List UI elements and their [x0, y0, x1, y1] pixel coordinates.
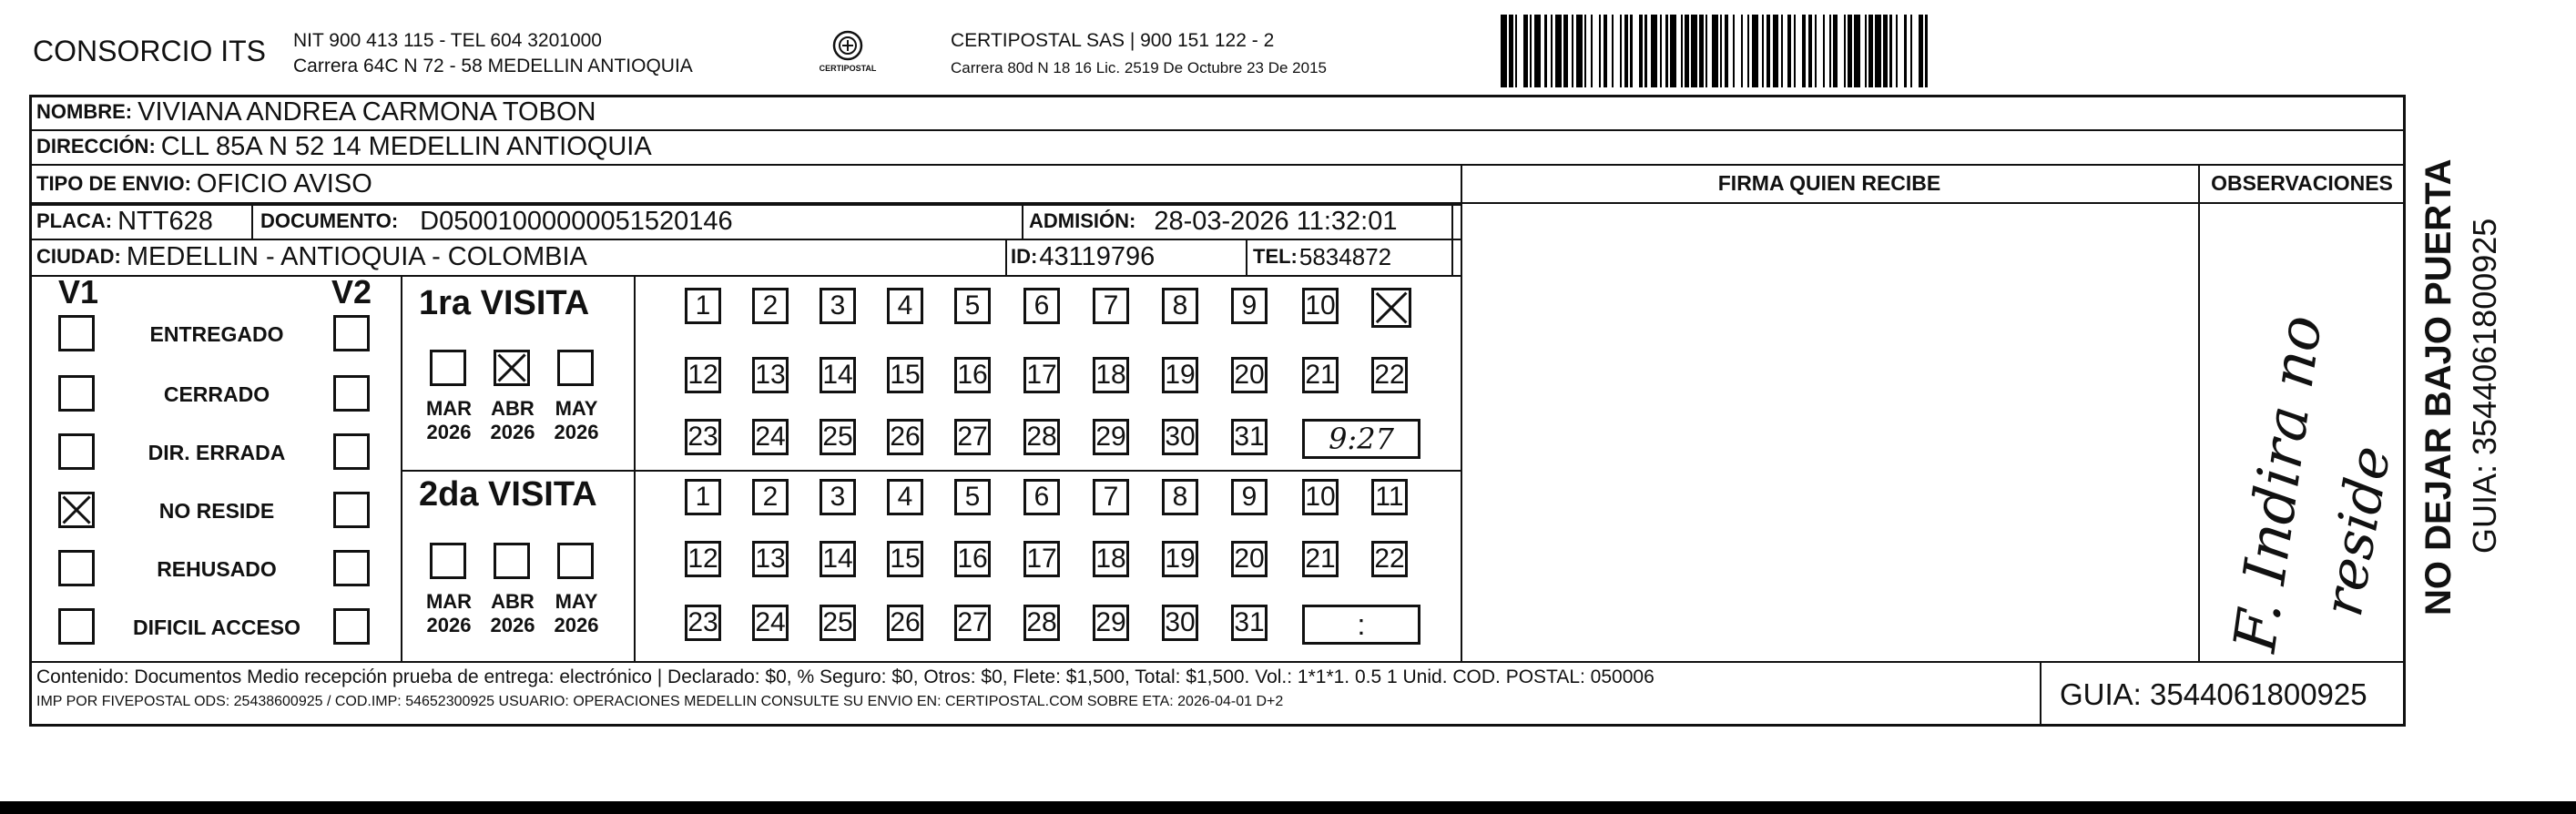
visit2-day-box[interactable]: 18	[1093, 541, 1129, 577]
status-label: DIFICIL ACCESO	[132, 616, 300, 639]
barcode-bar	[1752, 15, 1758, 87]
barcode-bar	[1534, 15, 1541, 87]
visit1-day-box[interactable]: 16	[954, 357, 991, 393]
visit2-day-box[interactable]: 13	[752, 541, 789, 577]
barcode-bar	[1576, 15, 1583, 87]
barcode-gap	[1614, 15, 1620, 87]
v1-checkbox[interactable]	[58, 550, 95, 586]
visit2-month-checkbox[interactable]	[430, 543, 466, 579]
visit2-month-label: ABR	[491, 590, 535, 613]
visit1-day-box[interactable]: 12	[685, 357, 721, 393]
visit1-day-box[interactable]: 6	[1023, 288, 1060, 324]
placa-value: NTT628	[117, 206, 213, 236]
visit1-month-label: MAY	[555, 397, 598, 420]
company-name: CONSORCIO ITS	[33, 35, 267, 67]
ciudad-field	[36, 239, 587, 275]
visit1-day-box[interactable]: 19	[1162, 357, 1198, 393]
visit1-day-box[interactable]: 2	[752, 288, 789, 324]
visit2-day-box[interactable]: 17	[1023, 541, 1060, 577]
barcode-bar	[1875, 15, 1881, 87]
v1-checkbox[interactable]	[58, 433, 95, 470]
visit1-day-box[interactable]: 25	[820, 419, 856, 455]
v1-checkbox[interactable]	[58, 492, 95, 528]
barcode-gap	[1898, 15, 1904, 87]
visit2-day-box[interactable]: 28	[1023, 605, 1060, 641]
visit2-day-box[interactable]: 24	[752, 605, 789, 641]
nombre-field	[36, 95, 596, 129]
direccion-label: DIRECCIÓN:	[36, 135, 156, 158]
tipo-envio-value: OFICIO AVISO	[196, 168, 372, 198]
visit1-day-box[interactable]: 5	[954, 288, 991, 324]
documento-value: D05001000000051520146	[420, 206, 733, 236]
barcode-gap	[1796, 15, 1802, 87]
tel-field	[1253, 239, 1391, 275]
tel-value: 5834872	[1298, 242, 1392, 270]
admision-label: ADMISIÓN:	[1029, 209, 1136, 232]
barcode-gap	[1633, 15, 1639, 87]
company-nit: NIT 900 413 115 - TEL 604 3201000	[293, 30, 602, 51]
visit1-month-label: ABR	[491, 397, 535, 420]
ciudad-value: MEDELLIN - ANTIOQUIA - COLOMBIA	[126, 241, 587, 271]
svg-text:CERTIPOSTAL: CERTIPOSTAL	[819, 64, 877, 73]
visit2-time-box[interactable]: :	[1302, 605, 1420, 645]
visit2-month-year: 2026	[554, 614, 599, 636]
observaciones-handwriting	[2204, 209, 2404, 656]
footer-imp: IMP POR FIVEPOSTAL ODS: 25438600925 / COD.IMP: 54652300925 USUARIO: OPERACIONES MEDELLIN CONSULTE SU ENVIO EN: CERTIPOSTAL.COM SOBRE ETA: 2026-04-01 D+2	[36, 694, 1284, 709]
visit2-month-label: MAY	[555, 590, 598, 613]
visit1-day-box[interactable]: 7	[1093, 288, 1129, 324]
visit1-day-box[interactable]: 20	[1231, 357, 1268, 393]
visit1-month-label: MAR	[425, 397, 473, 420]
id-field	[1011, 239, 1155, 275]
handwriting-line1: F. Indira no	[2222, 310, 2337, 656]
visit1-day-box[interactable]: 17	[1023, 357, 1060, 393]
visit1-day-box[interactable]: 1	[685, 288, 721, 324]
tel-label: TEL:	[1253, 245, 1298, 268]
company-address: Carrera 64C N 72 - 58 MEDELLIN ANTIOQUIA	[293, 56, 693, 76]
status-label: CERRADO	[163, 382, 270, 406]
direccion-value: CLL 85A N 52 14 MEDELLIN ANTIOQUIA	[160, 131, 652, 161]
visit1-month-year: 2026	[490, 421, 535, 443]
side-guia: GUIA: 3544061800925	[2466, 218, 2503, 554]
visit1-month-checkbox[interactable]	[557, 350, 594, 386]
barcode-bar	[1854, 15, 1860, 87]
visit2-day-box[interactable]: 16	[954, 541, 991, 577]
barcode-bar	[1555, 15, 1562, 87]
visit2-day-box[interactable]: 15	[887, 541, 923, 577]
visit1-day-box[interactable]: 21	[1302, 357, 1339, 393]
barcode-gap	[1735, 15, 1741, 87]
placa-field	[36, 204, 213, 239]
v2-checkbox[interactable]	[333, 375, 370, 412]
visit2-day-box[interactable]: 11	[1371, 479, 1408, 515]
v2-checkbox[interactable]	[333, 608, 370, 645]
visit1-title: 1ra VISITA	[419, 284, 590, 322]
status-label: ENTREGADO	[149, 322, 284, 346]
visit1-day-box[interactable]: 13	[752, 357, 789, 393]
visit1-day-box[interactable]: 23	[685, 419, 721, 455]
visit1-day-box[interactable]: 8	[1162, 288, 1198, 324]
visit2-month-label: MAR	[425, 590, 473, 613]
direccion-field	[36, 129, 652, 164]
visit2-day-box[interactable]: 22	[1371, 541, 1408, 577]
documento-field	[260, 204, 733, 239]
id-value: 43119796	[1039, 241, 1156, 271]
visit2-day-box[interactable]: 10	[1302, 479, 1339, 515]
admision-field	[1029, 204, 1397, 239]
nombre-label: NOMBRE:	[36, 100, 133, 123]
visit2-day-box[interactable]: 7	[1093, 479, 1129, 515]
visit1-day-box[interactable]: 31	[1231, 419, 1268, 455]
visit2-day-box[interactable]: 3	[820, 479, 856, 515]
barcode-bar	[1670, 15, 1676, 87]
visit1-day-box[interactable]: 14	[820, 357, 856, 393]
visit2-month-year: 2026	[426, 614, 472, 636]
v2-checkbox[interactable]	[333, 433, 370, 470]
barcode-bar	[1651, 15, 1657, 87]
visit2-day-box[interactable]: 12	[685, 541, 721, 577]
v1-checkbox[interactable]	[58, 315, 95, 351]
v1-header: V1	[58, 273, 99, 310]
barcode-gap	[1838, 15, 1844, 87]
visit1-day-box[interactable]	[1371, 288, 1411, 328]
visit1-day-box[interactable]: 27	[954, 419, 991, 455]
visit2-day-box[interactable]: 26	[887, 605, 923, 641]
visit2-month-checkbox[interactable]	[494, 543, 530, 579]
certipostal-logo	[815, 27, 881, 80]
tipo-envio-label: TIPO DE ENVIO:	[36, 172, 191, 195]
visit1-day-box[interactable]: 10	[1302, 288, 1339, 324]
visit1-day-box[interactable]: 4	[887, 288, 923, 324]
visit1-time-box[interactable]: 9:27	[1302, 419, 1420, 459]
visit2-day-box[interactable]: 27	[954, 605, 991, 641]
visit1-day-box[interactable]: 3	[820, 288, 856, 324]
barcode-bar	[1691, 15, 1697, 87]
visit2-day-box[interactable]: 30	[1162, 605, 1198, 641]
courier-name: CERTIPOSTAL SAS | 900 151 122 - 2	[951, 30, 1275, 51]
visit2-day-box[interactable]: 19	[1162, 541, 1198, 577]
scan-edge	[0, 801, 2576, 814]
barcode-gap	[1912, 15, 1919, 87]
visit1-day-box[interactable]: 30	[1162, 419, 1198, 455]
visit2-day-box[interactable]: 21	[1302, 541, 1339, 577]
visit1-day-box[interactable]: 24	[752, 419, 789, 455]
visit2-day-box[interactable]: 1	[685, 479, 721, 515]
footer-guia: GUIA: 3544061800925	[2060, 677, 2367, 711]
visit1-day-box[interactable]: 26	[887, 419, 923, 455]
barcode-bar	[1501, 15, 1507, 87]
visit2-title: 2da VISITA	[419, 475, 597, 514]
visit1-day-box[interactable]: 15	[887, 357, 923, 393]
visit2-day-box[interactable]: 31	[1231, 605, 1268, 641]
visit1-day-box[interactable]: 22	[1371, 357, 1408, 393]
visit2-day-box[interactable]: 20	[1231, 541, 1268, 577]
visit2-day-box[interactable]: 4	[887, 479, 923, 515]
visit1-day-box[interactable]: 29	[1093, 419, 1129, 455]
observaciones-header: OBSERVACIONES	[2211, 171, 2393, 195]
documento-label: DOCUMENTO:	[260, 209, 399, 232]
visit2-day-box[interactable]: 8	[1162, 479, 1198, 515]
barcode-gap	[1517, 15, 1523, 87]
barcode-gap	[1593, 15, 1599, 87]
barcode	[1501, 15, 2179, 87]
visit2-day-box[interactable]: 25	[820, 605, 856, 641]
visit1-month-checkbox[interactable]	[430, 350, 466, 386]
courier-license: Carrera 80d N 18 16 Lic. 2519 De Octubre 23 De 2015	[951, 59, 1327, 76]
v1-checkbox[interactable]	[58, 608, 95, 645]
v2-checkbox[interactable]	[333, 550, 370, 586]
status-label: DIR. ERRADA	[148, 441, 286, 464]
tipo-envio-field	[36, 166, 372, 202]
barcode-gap	[1817, 15, 1823, 87]
visit2-day-box[interactable]: 2	[752, 479, 789, 515]
footer-contenido: Contenido: Documentos Medio recepción prueba de entrega: electrónico | Declarado: $0, % Seguro: $0, Otros: $0, Flete: $1,500, Total: $1,500. Vol.: 1*1*1. 0.5 1 Unid. COD. POSTAL: 050006	[36, 666, 1655, 687]
visit1-month-year: 2026	[554, 421, 599, 443]
v2-checkbox[interactable]	[333, 492, 370, 528]
nombre-value: VIVIANA ANDREA CARMONA TOBON	[137, 97, 596, 127]
v2-checkbox[interactable]	[333, 315, 370, 351]
v2-header: V2	[331, 273, 372, 310]
handwriting-line2: reside	[2311, 441, 2404, 622]
admision-value: 28-03-2026 11:32:01	[1154, 206, 1398, 236]
visit1-day-box[interactable]: 18	[1093, 357, 1129, 393]
barcode-bar	[1925, 15, 1927, 87]
visit2-day-box[interactable]: 14	[820, 541, 856, 577]
placa-label: PLACA:	[36, 209, 113, 232]
visit2-day-box[interactable]: 23	[685, 605, 721, 641]
status-label: REHUSADO	[157, 557, 277, 581]
firma-header: FIRMA QUIEN RECIBE	[1717, 171, 1941, 195]
barcode-bar	[1712, 15, 1718, 87]
visit2-day-box[interactable]: 29	[1093, 605, 1129, 641]
visit1-month-year: 2026	[426, 421, 472, 443]
visit2-month-checkbox[interactable]	[557, 543, 594, 579]
ciudad-label: CIUDAD:	[36, 245, 121, 268]
visit2-day-box[interactable]: 6	[1023, 479, 1060, 515]
visit2-month-year: 2026	[490, 614, 535, 636]
visit1-day-box[interactable]: 9	[1231, 288, 1268, 324]
visit2-day-box[interactable]: 5	[954, 479, 991, 515]
barcode-bar	[1773, 15, 1779, 87]
v1-checkbox[interactable]	[58, 375, 95, 412]
status-label: NO RESIDE	[158, 499, 275, 523]
visit2-day-box[interactable]: 9	[1231, 479, 1268, 515]
side-warning: NO DEJAR BAJO PUERTA	[2418, 158, 2459, 616]
visit1-month-checkbox[interactable]	[494, 350, 530, 386]
id-label: ID:	[1011, 245, 1038, 268]
visit1-day-box[interactable]: 28	[1023, 419, 1060, 455]
